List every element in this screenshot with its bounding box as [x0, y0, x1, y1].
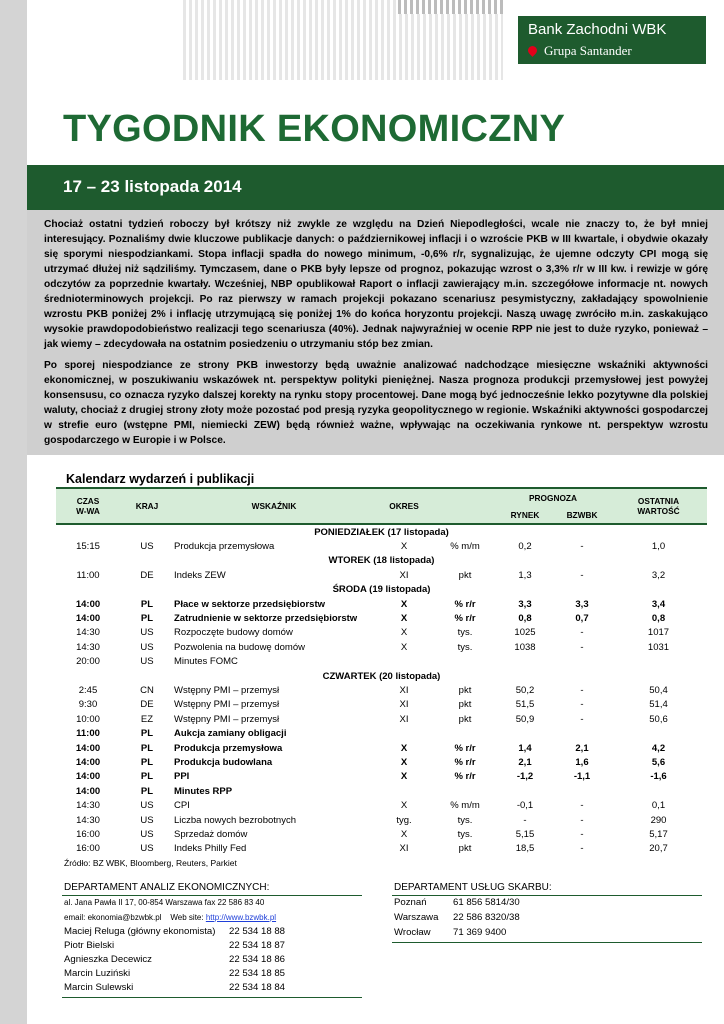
cell-indicator: Minutes FOMC	[174, 656, 238, 668]
table-source: Źródło: BZ WBK, Bloomberg, Reuters, Parkiet	[64, 858, 237, 868]
day-label: WTOREK (18 listopada)	[328, 555, 435, 567]
cell-market: -	[523, 814, 527, 826]
cell-indicator: CPI	[174, 800, 190, 812]
cell-indicator: Pozwolenia na budowę domów	[174, 641, 305, 653]
decorative-stripes-dark	[398, 0, 503, 14]
contact-web	[64, 913, 276, 922]
cell-unit: tys.	[457, 828, 473, 840]
cell-time: 14:00	[75, 771, 101, 783]
table-row	[56, 611, 707, 625]
office-city: Wrocław	[394, 927, 431, 938]
cell-last: 290	[650, 814, 667, 826]
table-row	[56, 712, 707, 726]
cell-country: DE	[140, 569, 154, 581]
header-forecast: PROGNOZA	[496, 488, 610, 506]
cell-indicator: Aukcja zamiany obligacji	[174, 728, 287, 740]
contact-name: Marcin Luziński	[64, 968, 131, 979]
cell-period: X	[400, 641, 408, 653]
cell-time: 2:45	[78, 684, 98, 696]
cell-unit: tys.	[457, 814, 473, 826]
cell-unit: % r/r	[454, 756, 476, 768]
cell-market	[496, 784, 554, 798]
cell-period: XI	[399, 713, 409, 725]
contact-phone: 22 534 18 88	[229, 926, 286, 937]
cell-period: X	[400, 598, 408, 610]
divider	[62, 997, 362, 998]
bank-name: Bank Zachodni WBK	[528, 21, 667, 38]
cell-unit: % m/m	[450, 541, 480, 553]
cell-period: XI	[399, 569, 409, 581]
cell-bzwbk	[554, 784, 610, 798]
cell-last	[610, 655, 707, 669]
cell-country: DE	[140, 699, 154, 711]
cell-market: 18,5	[515, 843, 535, 855]
cell-period: XI	[399, 684, 409, 696]
table-row	[56, 568, 707, 582]
cell-last: 3,2	[651, 569, 666, 581]
header-period: OKRES	[374, 488, 434, 524]
cell-bzwbk: -	[580, 713, 584, 725]
office-city: Poznań	[394, 897, 427, 908]
cell-last: 0,1	[651, 800, 666, 812]
day-header-row	[56, 583, 707, 597]
contact-name: Marcin Sulewski	[64, 982, 134, 993]
address: al. Jana Pawła II 17, 00-854 Warszawa fax 22 586 83 40	[64, 898, 265, 907]
cell-last: 3,4	[651, 598, 666, 610]
cell-period: X	[400, 771, 408, 783]
cell-market: 5,15	[515, 828, 535, 840]
cell-time: 20:00	[76, 656, 100, 668]
cell-bzwbk: -	[580, 541, 584, 553]
cell-unit	[434, 726, 496, 740]
cell-country: CN	[140, 684, 154, 696]
table-row	[56, 698, 707, 712]
calendar-table	[56, 487, 707, 856]
office-phone: 71 369 9400	[453, 927, 507, 938]
table-row	[56, 655, 707, 669]
cell-time: 14:00	[75, 598, 101, 610]
cell-last: 1017	[647, 627, 670, 639]
cell-indicator: Produkcja przemysłowa	[174, 541, 275, 553]
cell-unit: pkt	[458, 569, 472, 581]
cell-market: 2,1	[518, 756, 532, 768]
dept-analysis-title: DEPARTAMENT ANALIZ EKONOMICZNYCH:	[64, 882, 270, 893]
contact-phone: 22 534 18 87	[229, 940, 286, 951]
cell-period: X	[400, 613, 408, 625]
cell-last: 50,6	[649, 713, 668, 725]
cell-last: 50,4	[649, 684, 668, 696]
cell-country: US	[140, 814, 154, 826]
cell-market: 3,3	[518, 598, 532, 610]
cell-period	[374, 784, 434, 798]
cell-last: 1,0	[651, 541, 666, 553]
cell-indicator: PPI	[174, 771, 190, 783]
cell-market: 0,2	[518, 541, 532, 553]
table-row	[56, 741, 707, 755]
cell-market: 1,4	[518, 742, 532, 754]
cell-market: 51,5	[515, 699, 535, 711]
cell-period: tyg.	[396, 814, 412, 826]
contact-name: Maciej Reluga (główny ekonomista)	[64, 926, 216, 937]
bank-logo	[518, 16, 706, 64]
cell-time: 14:00	[75, 742, 101, 754]
cell-time: 16:00	[76, 843, 100, 855]
divider	[392, 895, 702, 896]
summary-box	[27, 210, 724, 455]
offices-list	[394, 897, 694, 947]
cell-indicator: Produkcja budowlana	[174, 756, 273, 768]
cell-unit: tys.	[457, 641, 473, 653]
cell-time: 15:15	[76, 541, 100, 553]
cell-indicator: Sprzedaż domów	[174, 828, 248, 840]
cell-bzwbk: 3,3	[575, 598, 589, 610]
cell-bzwbk	[554, 655, 610, 669]
cell-time: 11:00	[76, 728, 100, 740]
cell-country: EZ	[140, 713, 154, 725]
cell-time: 14:00	[75, 785, 101, 797]
cell-unit: % m/m	[450, 800, 480, 812]
day-label: ŚRODA (19 listopada)	[332, 584, 431, 596]
cell-market: 0,8	[518, 613, 532, 625]
cell-indicator: Produkcja przemysłowa	[174, 742, 283, 754]
cell-bzwbk: 1,6	[575, 756, 589, 768]
cell-country: PL	[140, 742, 154, 754]
table-row	[56, 597, 707, 611]
cell-time: 14:30	[76, 814, 100, 826]
cell-indicator: Płace w sektorze przedsiębiorstw	[174, 598, 326, 610]
cell-last	[610, 784, 707, 798]
table-row	[56, 813, 707, 827]
cell-bzwbk: 0,7	[575, 613, 589, 625]
date-banner	[27, 165, 724, 210]
cell-last: 4,2	[651, 742, 666, 754]
cell-bzwbk: 2,1	[575, 742, 589, 754]
contact-phone: 22 534 18 86	[229, 954, 286, 965]
cell-time: 14:30	[76, 800, 100, 812]
cell-country: PL	[140, 728, 154, 740]
divider	[392, 942, 702, 943]
date-range: 17 – 23 listopada 2014	[63, 177, 242, 196]
cell-market: 50,2	[515, 684, 535, 696]
cell-period	[374, 726, 434, 740]
cell-market	[496, 726, 554, 740]
header-bzwbk: BZWBK	[554, 506, 610, 524]
header-last-value: OSTATNIA WARTOŚĆ	[610, 488, 707, 524]
cell-last: 0,8	[651, 613, 666, 625]
cell-period: X	[400, 800, 408, 812]
table-row	[56, 726, 707, 740]
cell-time: 11:00	[76, 569, 100, 581]
cell-country: US	[140, 828, 154, 840]
cell-bzwbk: -	[580, 699, 584, 711]
cell-bzwbk: -	[580, 641, 584, 653]
table-row	[56, 640, 707, 654]
cell-last: 5,6	[651, 756, 666, 768]
header-market: RYNEK	[496, 506, 554, 524]
cell-bzwbk: -	[580, 627, 584, 639]
cell-time: 16:00	[76, 828, 100, 840]
table-row	[56, 798, 707, 812]
cell-bzwbk	[554, 726, 610, 740]
cell-time: 14:30	[76, 627, 100, 639]
cell-period: XI	[399, 843, 409, 855]
dept-treasury-title: DEPARTAMENT USŁUG SKARBU:	[394, 882, 552, 893]
cell-last: -1,6	[650, 771, 667, 783]
cell-country: US	[140, 843, 154, 855]
cell-indicator: Indeks Philly Fed	[174, 843, 247, 855]
cell-indicator: Indeks ZEW	[174, 569, 226, 581]
cell-period: XI	[399, 699, 409, 711]
cell-country: PL	[140, 598, 154, 610]
cell-time: 10:00	[76, 713, 100, 725]
contact-name: Agnieszka Decewicz	[64, 954, 152, 965]
table-row	[56, 539, 707, 553]
cell-indicator: Wstępny PMI – przemysł	[174, 713, 280, 725]
cell-unit: % r/r	[454, 613, 476, 625]
day-header-row	[56, 554, 707, 568]
cell-last: 5,17	[649, 828, 668, 840]
cell-bzwbk: -	[580, 684, 584, 696]
table-row	[56, 683, 707, 697]
cell-country: US	[140, 656, 154, 668]
cell-market: 1025	[514, 627, 536, 639]
cell-unit	[434, 784, 496, 798]
day-header-row	[56, 669, 707, 683]
cell-time: 14:30	[76, 641, 100, 653]
office-phone: 22 586 8320/38	[453, 912, 520, 923]
cell-last: 51,4	[649, 699, 668, 711]
cell-indicator: Rozpoczęte budowy domów	[174, 627, 293, 639]
header-country: KRAJ	[120, 488, 174, 524]
cell-last: 20,7	[649, 843, 668, 855]
table-row	[56, 827, 707, 841]
office-city: Warszawa	[394, 912, 439, 923]
cell-country: PL	[140, 771, 154, 783]
cell-country: US	[140, 641, 154, 653]
office-phone: 61 856 5814/30	[453, 897, 520, 908]
day-label: PONIEDZIAŁEK (17 listopada)	[314, 526, 449, 538]
cell-country: US	[140, 800, 154, 812]
cell-country: PL	[140, 613, 154, 625]
cell-period: X	[400, 627, 408, 639]
divider	[62, 895, 362, 896]
cell-bzwbk: -	[580, 800, 584, 812]
cell-market: -1,2	[516, 771, 534, 783]
contact-name: Piotr Bielski	[64, 940, 115, 951]
cell-period: X	[400, 828, 408, 840]
cell-country: US	[140, 627, 154, 639]
contact-phone: 22 534 18 85	[229, 968, 286, 979]
cell-market: 1,3	[518, 569, 532, 581]
summary-paragraph-1: Chociaż ostatni tydzień roboczy był krótszy niż zwykle ze względu na Dzień Niepodległości, wcale nie znaczy to, że był mniej interesujący. Poznaliśmy dwie kluczowe publikacje danych: o październikowej inflacji i o wzroście PKB w III kwartale, i obydwie okazały się sporymi niespodziankami. Stopa inflacji spadła do nowego minimum, -0,6% r/r, sygnalizując, że ujemne odczyty CPI mogą się utrzymać dłużej niż sądziliśmy. Tymczasem, dane o PKB były lepsze od prognoz, pokazując wzrost o 3,3% r/r w III kw. i rewizje w górę odczytów za poprzednie kwartały. Wcześniej, NBP opublikował Raport o inflacji zawierający m.in. szczegółowe informacje nt. nowych średnioterminowych projekcji. Po raz pierwszy w ramach projekcji pokazano scenariusz pesymistyczny, zakładający spowolnienie wzrostu PKB poniżej 2% i inflację utrzymującą się poniżej 1% do końca horyzontu projekcji. Naszą uwagę zwróciło m.in. zaskakująco wysokie prawdopodobieństwo realizacji tego scenariusza (40%). Jednak najwyraźniej w ocenie RPP nie jest to duże ryzyko, ponieważ – jak wiemy – zdecydowała na ostatnim posiedzeniu o utrzymaniu stóp bez zmian.	[44, 219, 708, 350]
cell-bzwbk: -1,1	[573, 771, 591, 783]
table-row	[56, 784, 707, 798]
cell-period	[374, 655, 434, 669]
cell-country: PL	[140, 756, 154, 768]
table-row	[56, 755, 707, 769]
cell-unit: % r/r	[454, 598, 476, 610]
cell-indicator: Zatrudnienie w sektorze przedsiębiorstw	[174, 613, 358, 625]
cell-time: 14:00	[75, 613, 101, 625]
summary-paragraph-2: Po sporej niespodziance ze strony PKB inwestorzy będą uważnie analizować nadchodzące miesięczne wskaźniki aktywności ekonomicznej, w poszukiwaniu wskazówek nt. perspektyw polityki pieniężnej. Nasza prognoza produkcji przemysłowej jest powyżej konsensusu, co oznacza ryzyko dalszej korekty na rynku stopy procentowej. Dane mogą być jednocześnie lekko pozytywne dla polskiej waluty, chociaż z drugiej strony złoty może pozostać pod presją ryzyka geopolitycznego w regionie. Wskaźniki aktywności gospodarczej w strefie euro (wstępne PMI, niemiecki ZEW) będą również ważne, wpływając na oczekiwania rynkowe nt. perspektyw wzrostu gospodarczego w Europie i w Polsce.	[44, 360, 708, 446]
web-label: Web site:	[170, 913, 204, 922]
cell-unit: tys.	[457, 627, 473, 639]
day-label: CZWARTEK (20 listopada)	[322, 670, 441, 682]
cell-period: X	[400, 541, 408, 553]
cell-country: PL	[140, 785, 154, 797]
cell-indicator: Wstępny PMI – przemysł	[174, 684, 280, 696]
table-row	[56, 842, 707, 856]
table-row	[56, 770, 707, 784]
cell-indicator: Wstępny PMI – przemysł	[174, 699, 280, 711]
cell-unit	[434, 655, 496, 669]
cell-market: -0,1	[516, 800, 534, 812]
cell-last: 1031	[647, 641, 670, 653]
cell-last	[610, 726, 707, 740]
cell-period: X	[400, 756, 408, 768]
cell-unit: pkt	[458, 699, 472, 711]
email-text: email: ekonomia@bzwbk.pl	[64, 913, 162, 922]
cell-indicator: Liczba nowych bezrobotnych	[174, 814, 296, 826]
cell-country: US	[140, 541, 154, 553]
cell-period: X	[400, 742, 408, 754]
group-name: Grupa Santander	[544, 43, 632, 58]
cell-market: 50,9	[515, 713, 535, 725]
cell-time: 14:00	[75, 756, 101, 768]
cell-bzwbk: -	[580, 843, 584, 855]
left-margin-bar	[0, 0, 27, 1024]
cell-bzwbk: -	[580, 828, 584, 840]
cell-bzwbk: -	[580, 569, 584, 581]
day-header-row	[56, 524, 707, 539]
cell-market	[496, 655, 554, 669]
cell-indicator: Minutes RPP	[174, 785, 233, 797]
calendar-title: Kalendarz wydarzeń i publikacji	[66, 472, 255, 486]
contact-phone: 22 534 18 84	[229, 982, 286, 993]
page-title: TYGODNIK EKONOMICZNY	[63, 108, 566, 150]
cell-market: 1038	[514, 641, 536, 653]
table-row	[56, 626, 707, 640]
header-time: CZAS W-WA	[56, 488, 120, 524]
header-indicator: WSKAŹNIK	[174, 488, 374, 524]
cell-unit: pkt	[458, 684, 472, 696]
cell-unit: % r/r	[454, 742, 476, 754]
cell-unit: pkt	[458, 843, 472, 855]
cell-unit: % r/r	[454, 771, 476, 783]
website-link[interactable]: http://www.bzwbk.pl	[205, 913, 277, 922]
people-list	[64, 926, 364, 998]
cell-bzwbk: -	[580, 814, 584, 826]
cell-time: 9:30	[78, 699, 98, 711]
cell-unit: pkt	[458, 713, 472, 725]
